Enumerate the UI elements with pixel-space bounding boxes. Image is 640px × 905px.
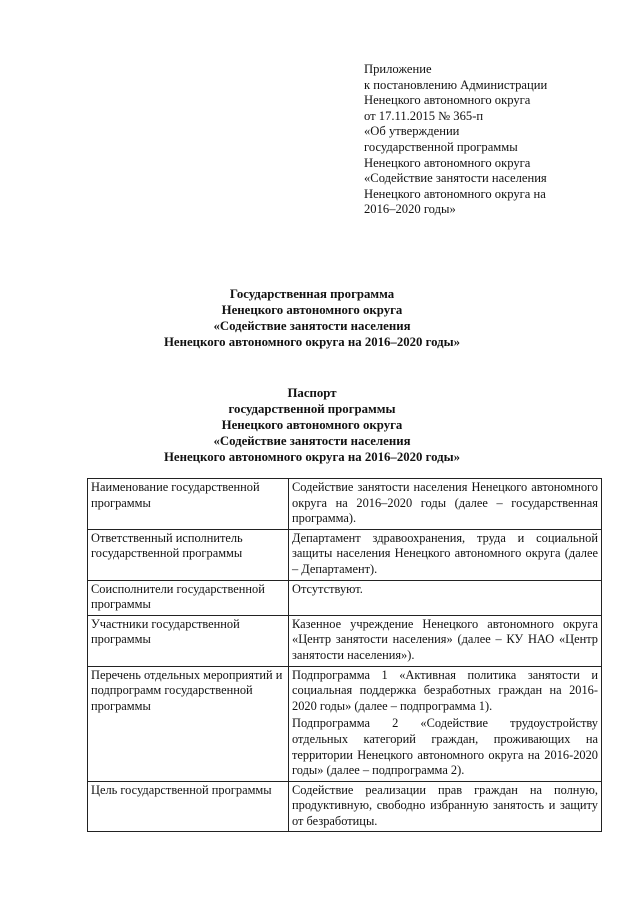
program-title-line: Ненецкого автономного округа на 2016–2020 годы» [163,335,461,349]
row-label: Участники государственной программы [88,615,289,666]
passport-title-line: Ненецкого автономного округа на 2016–2020 годы» [163,450,461,464]
row-label: Перечень отдельных мероприятий и подпрограмм государственной программы [88,666,289,781]
table-row [88,666,602,781]
passport-title-line: «Содействие занятости населения [213,434,411,448]
appendix-line: Приложение [364,62,432,76]
passport-title-line: Паспорт [287,386,337,400]
appendix-line: Ненецкого автономного округа [364,93,531,108]
program-title-line: Ненецкого автономного округа [221,303,403,317]
appendix-line: к постановлению Администрации [364,77,548,92]
row-value-paragraph: Казенное учреждение Ненецкого автономного округа «Центр занятости населения» (далее – КУ НАО «Центр занятости населения»). [292,616,598,662]
appendix-line: государственной программы [364,139,518,154]
row-value-paragraph: Содействие занятости населения Ненецкого автономного округа на 2016–2020 годы (далее – государственная программа). [292,480,598,526]
row-value-paragraph: Отсутствуют. [292,581,363,596]
program-title [0,286,632,350]
table-row [88,479,602,530]
appendix-line: «Об утверждении [364,124,460,139]
appendix-line: «Содействие занятости населения [364,171,547,186]
row-value-paragraph: Подпрограмма 2 «Содействие трудоустройству отдельных категорий граждан, проживающих на территории Ненецкого автономного округа на 2016-2020 годы» (далее – подпрограмма 2). [292,716,598,778]
appendix-line: 2016–2020 годы» [364,202,456,217]
table-row [88,615,602,666]
table-row [88,781,602,832]
row-label: Цель государственной программы [88,781,289,832]
passport-title-line: государственной программы [228,402,396,416]
row-value-paragraph: Департамент здравоохранения, труда и социальной защиты населения Ненецкого автономного округа (далее – Департамент). [292,530,598,576]
table-row [88,580,602,615]
passport-title [0,385,632,465]
row-value [289,666,602,781]
passport-table [87,478,602,832]
row-value [289,529,602,580]
row-value [289,580,602,615]
row-value [289,781,602,832]
program-title-line: «Содействие занятости населения [213,319,411,333]
row-value [289,615,602,666]
program-title-line: Государственная программа [229,287,395,301]
row-value-paragraph: Содействие реализации прав граждан на полную, продуктивную, свободно избранную занятость и защиту от безработицы. [292,782,598,828]
appendix-line: от 17.11.2015 № 365-п [364,108,484,123]
appendix-line: Ненецкого автономного округа на [364,186,546,201]
passport-title-line: Ненецкого автономного округа [221,418,403,432]
row-label: Соисполнители государственной программы [88,580,289,615]
row-label: Ответственный исполнитель государственной программы [88,529,289,580]
row-label: Наименование государственной программы [88,479,289,530]
row-value-paragraph: Подпрограмма 1 «Активная политика занятости и социальная поддержка безработных граждан на 2016-2020 годы» (далее – подпрограмма 1). [292,667,598,713]
table-row [88,529,602,580]
row-value [289,479,602,530]
appendix-line: Ненецкого автономного округа [364,155,531,170]
appendix-block [364,62,624,218]
